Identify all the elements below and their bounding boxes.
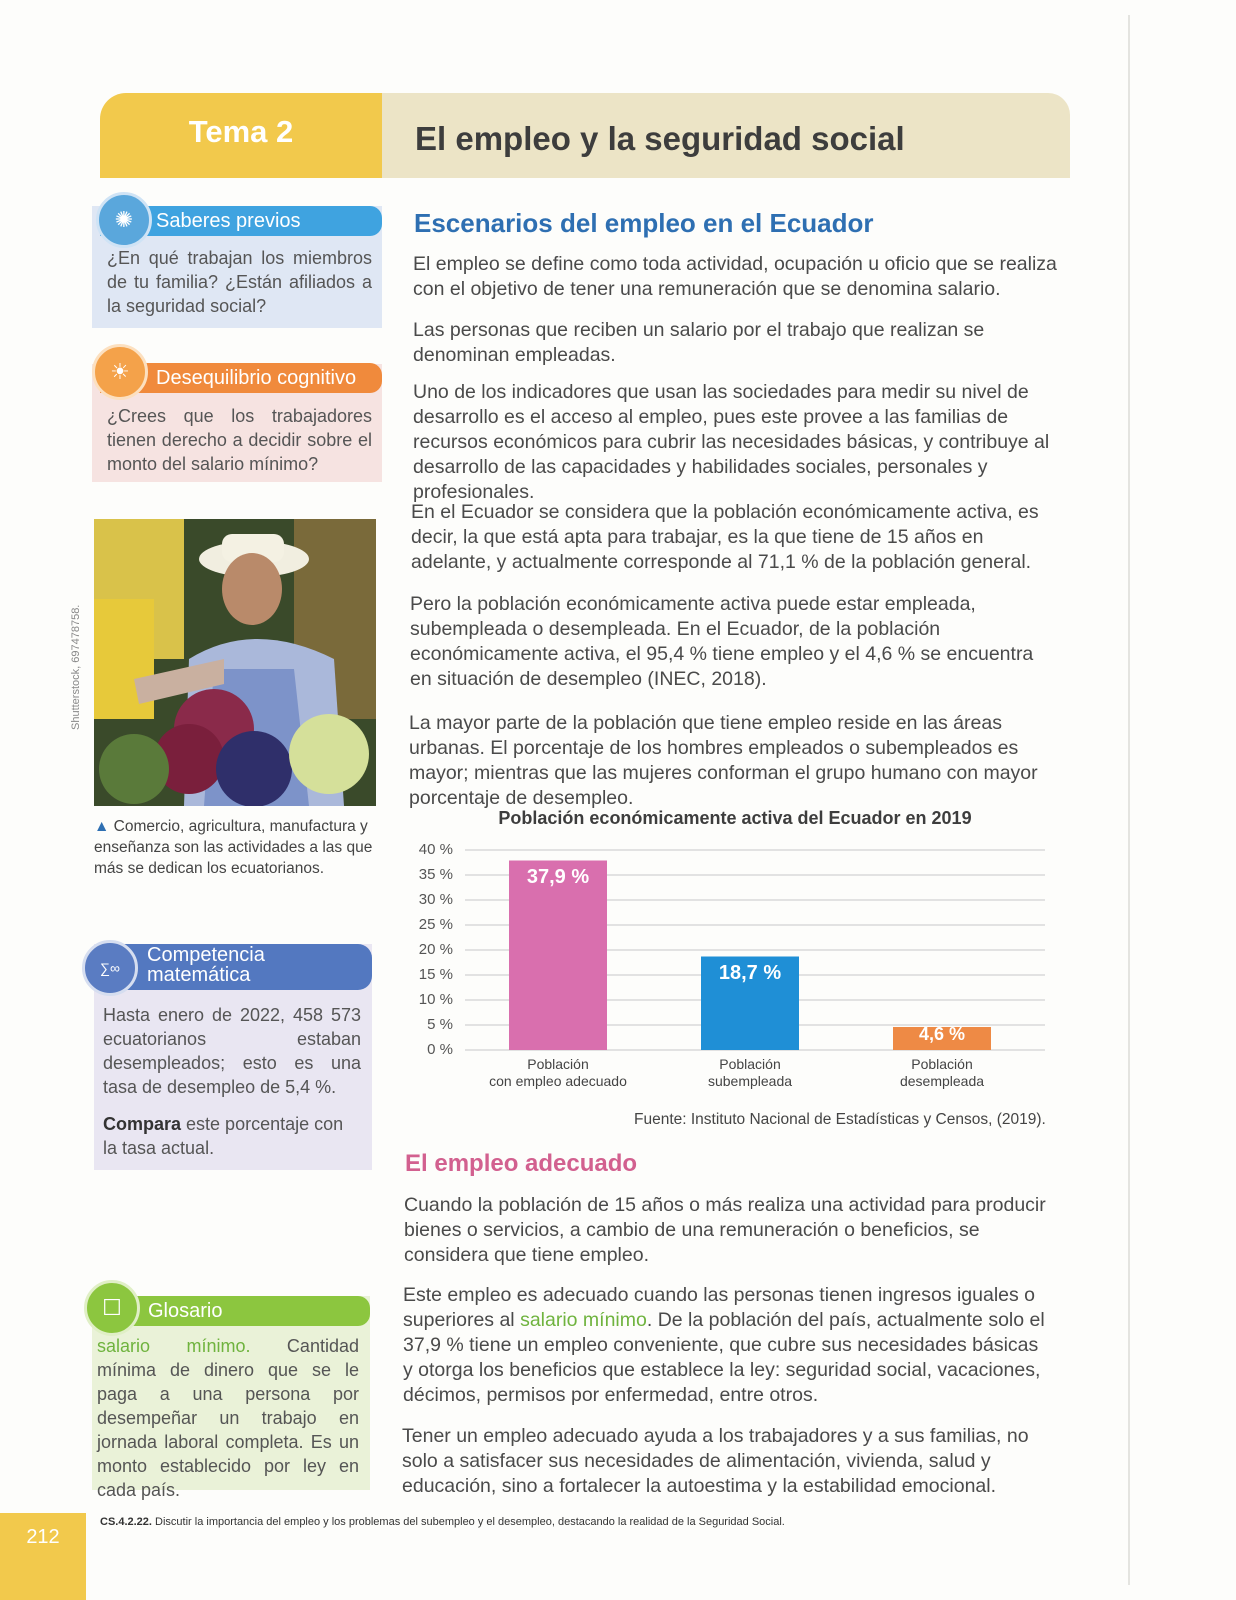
paragraph-4: En el Ecuador se considera que la población económicamente activa, es decir, la que está apta para trabajar, es la que tiene de 15 años en adelante, y actualmente corresponde al 71,1 % de la población general. (411, 501, 1039, 573)
x-category-label-line: Población (527, 1056, 589, 1072)
y-tick-label: 40 % (418, 841, 453, 858)
y-tick-label: 0 % (427, 1041, 453, 1058)
bar-value-label: 18,7 % (718, 961, 782, 984)
chart-source: Fuente: Instituto Nacional de Estadísticas y Censos, (2019). (634, 1111, 1046, 1128)
glosario-title: Glosario (100, 1296, 370, 1326)
saberes-text: ¿En qué trabajan los miembros de tu familia? ¿Están afiliados a la seguridad social? (107, 248, 372, 316)
paragraph-8-start: Este empleo es adecuado cuando las personas tienen ingresos iguales o superiores al (403, 1284, 1036, 1331)
section-heading-2: El empleo adecuado (405, 1150, 638, 1177)
x-category-label (857, 1056, 1027, 1090)
glosario-text (97, 1334, 359, 1502)
lightbulb-icon: ☀ (92, 344, 148, 400)
y-tick-label: 35 % (418, 866, 453, 883)
x-category-label-line: con empleo adecuado (489, 1073, 627, 1089)
footer-code: CS.4.2.22. (100, 1516, 152, 1528)
brain-icon: ✺ (96, 192, 152, 248)
paragraph-8-end: . De la población del país, actualmente solo el 37,9 % tiene un empleo conveniente, que cubre sus necesidades básicas y otorga los beneficios que establece la ley: seguridad social, vacaciones, décimos, permisos por enfermedad, entre otros. (403, 1309, 1045, 1406)
competencia-title (147, 945, 265, 985)
paragraph-2: Las personas que reciben un salario por el trabajo que realizan se denominan empleadas. (413, 319, 985, 366)
glosario-definition: Cantidad mínima de dinero que se le paga a una persona por desempeñar un trabajo en jornada laboral completa. Es un monto establecido por ley en cada país. (97, 1336, 359, 1500)
competencia-compara (103, 1112, 361, 1160)
x-category-label-line: Población (911, 1056, 973, 1072)
x-category-label (473, 1056, 643, 1090)
competencia-text: Hasta enero de 2022, 458 573 ecuatorianos estaban desempleados; esto es una tasa de desempleo de 5,4 %. (103, 1005, 361, 1097)
competencia-title-line1: Competencia (147, 944, 265, 966)
saberes-title: Saberes previos (100, 206, 382, 236)
triangle-icon: ▲ (94, 818, 110, 835)
photo-credit: Shutterstock, 697478758. (70, 604, 82, 730)
chart-bars (509, 861, 991, 1051)
paragraph-3: Uno de los indicadores que usan las sociedades para medir su nivel de desarrollo es el acceso al empleo, pues este provee a las familias de recursos económicos para cubrir las necesidades básicas, y contribuye al desarrollo de las capacidades y habilidades sociales, personales y profesionales. (413, 381, 1050, 503)
market-photo (94, 519, 376, 806)
math-symbols-icon: ∑∞ (82, 940, 138, 996)
page-title: El empleo y la seguridad social (415, 120, 905, 157)
paragraph-5: Pero la población económicamente activa puede estar empleada, subempleada o desempleada. En el Ecuador, de la población económicamente activa, el 95,4 % tiene empleo y el 4,6 % se encuentra en situación de desempleo (INEC, 2018). (410, 593, 1034, 690)
bar (509, 861, 607, 1051)
footer-text: Discutir la importancia del empleo y los problemas del subempleo y el desempleo, destacando la realidad de la Seguridad Social. (151, 1516, 785, 1528)
bar-value-label: 4,6 % (918, 1024, 966, 1044)
y-tick-label: 25 % (418, 916, 453, 933)
tema-label: Tema 2 (188, 114, 294, 149)
bar-value-label: 37,9 % (526, 865, 590, 888)
y-tick-label: 30 % (418, 891, 453, 908)
photo-caption (94, 816, 378, 879)
paragraph-6: La mayor parte de la población que tiene empleo reside en las áreas urbanas. El porcentaje de los hombres empleados o subempleados es mayor; mientras que las mujeres conforman el grupo humano con mayor porcentaje de desempleo. (409, 712, 1038, 809)
chart-title: Población económicamente activa del Ecuador en 2019 (498, 808, 972, 828)
paragraph-9: Tener un empleo adecuado ayuda a los trabajadores y a sus familias, no solo a satisfacer sus necesidades de alimentación, vivienda, salud y educación, sino a fortalecer la autoestima y la estabilidad emocional. (402, 1425, 1029, 1497)
glosario-term: salario mínimo. (97, 1336, 251, 1356)
desequilibrio-text: ¿Crees que los trabajadores tienen derecho a decidir sobre el monto del salario mínimo? (107, 406, 372, 474)
y-tick-label: 15 % (418, 966, 453, 983)
book-icon: ☐ (84, 1280, 140, 1336)
paragraph-7: Cuando la población de 15 años o más realiza una actividad para producir bienes o servicios, a cambio de una remuneración o beneficios, se considera que tiene empleo. (404, 1194, 1046, 1266)
section-heading: Escenarios del empleo en el Ecuador (414, 208, 874, 238)
paragraph-1: El empleo se define como toda actividad, ocupación u oficio que se realiza con el objetivo de tener una remuneración que se denomina salario. (413, 253, 1057, 300)
competencia-title-line2: matemática (147, 964, 251, 986)
y-tick-label: 20 % (418, 941, 453, 958)
x-category-label-line: Población (719, 1056, 781, 1072)
page-edge-line (1128, 15, 1130, 1585)
compara-rest: este porcentaje con la tasa actual. (103, 1114, 344, 1158)
x-category-label-line: subempleada (707, 1073, 793, 1089)
page-number: 212 (26, 1526, 60, 1548)
compara-bold: Compara (103, 1114, 182, 1134)
x-category-label-line: desempleada (899, 1073, 985, 1089)
paragraph-8 (403, 1283, 1049, 1408)
y-tick-label: 10 % (418, 991, 453, 1008)
desequilibrio-title: Desequilibrio cognitivo (100, 363, 382, 393)
photo-caption-text: Comercio, agricultura, manufactura y enseñanza son las actividades a las que más se dedican los ecuatorianos. (94, 818, 373, 877)
footer-standard (100, 1516, 785, 1528)
salario-minimo-link[interactable]: salario mínimo (520, 1309, 647, 1331)
x-category-label (665, 1056, 835, 1090)
y-tick-label: 5 % (427, 1016, 453, 1033)
